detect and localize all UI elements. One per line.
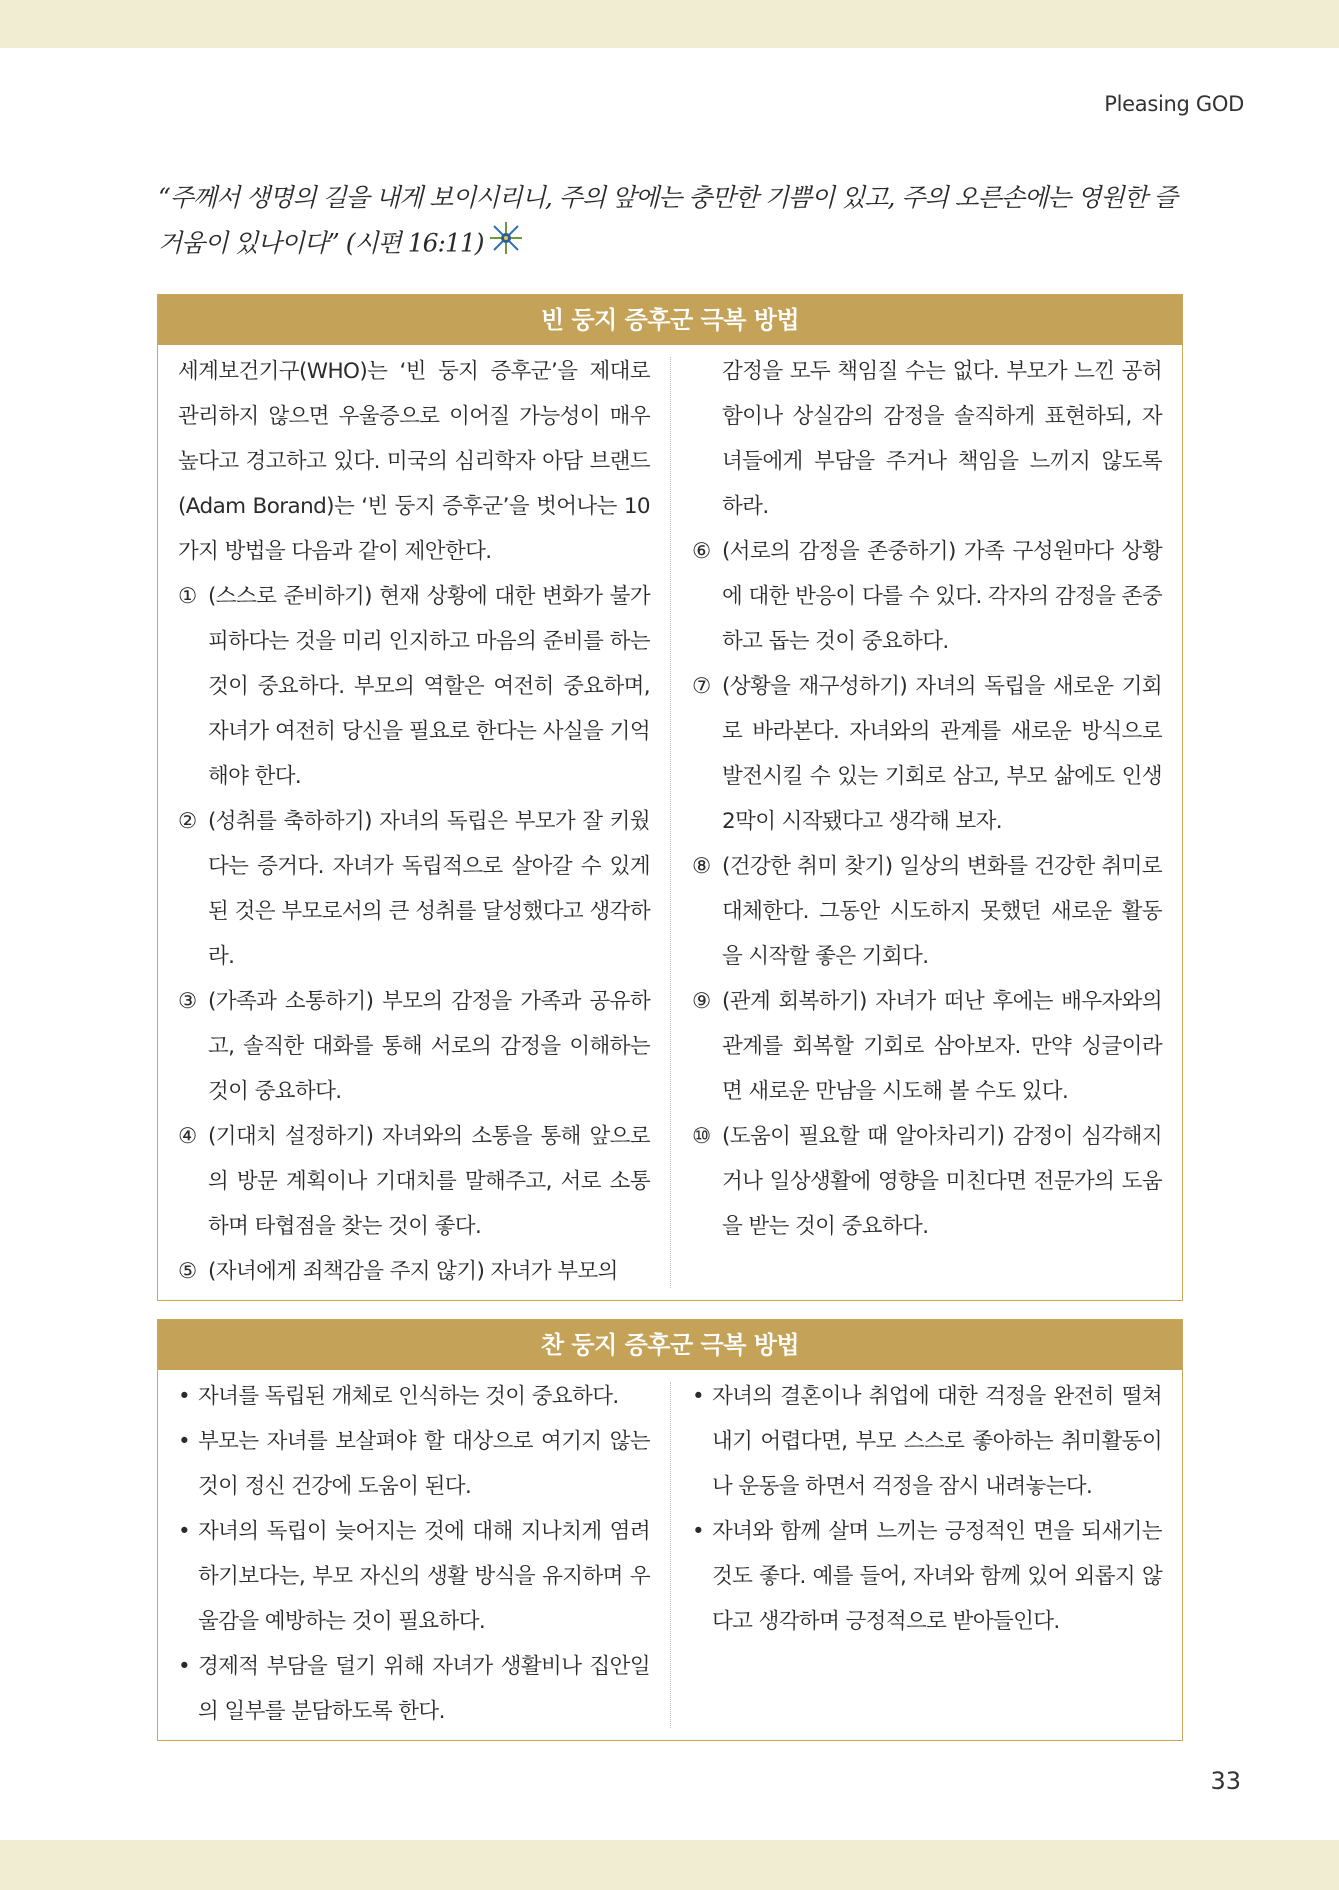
column-divider — [670, 1382, 671, 1728]
bottom-band — [0, 1840, 1339, 1890]
list-item: ⑤ (자녀에게 죄책감을 주지 않기) 자녀가 부모의 — [178, 1259, 618, 1284]
page-number: 33 — [1210, 1767, 1241, 1795]
intro-paragraph: 세계보건기구(WHO)는 ‘빈 둥지 증후군’을 제대로 관리하지 않으면 우울증으로 이어질 가능성이 매우 높다고 경고하고 있다. 미국의 심리학자 아담 브랜드(Adam Borand)는 ‘빈 둥지 증후군’을 벗어나는 10가지 방법을 다음과 같이 제안한다. — [178, 359, 650, 564]
full-nest-left-column — [158, 1370, 670, 1740]
top-band — [0, 0, 1339, 48]
list-item: ⑥ (서로의 감정을 존중하기) 가족 구성원마다 상황에 대한 반응이 다를 수 있다. 각자의 감정을 존중하고 돕는 것이 중요하다. — [692, 539, 1162, 654]
list-item: ② (성취를 축하하기) 자녀의 독립은 부모가 잘 키웠다는 증거다. 자녀가 독립적으로 살아갈 수 있게 된 것은 부모로서의 큰 성취를 달성했다고 생각하라. — [178, 809, 650, 969]
bullet-item: • 경제적 부담을 덜기 위해 자녀가 생활비나 집안일의 일부를 분담하도록 한다. — [178, 1654, 650, 1724]
list-item: ⑦ (상황을 재구성하기) 자녀의 독립을 새로운 기회로 바라본다. 자녀와의 관계를 새로운 방식으로 발전시킬 수 있는 기회로 삼고, 부모 삶에도 인생 2막이 시작됐다고 생각해 보자. — [692, 674, 1162, 834]
list-item: ⑨ (관계 회복하기) 자녀가 떠난 후에는 배우자와의 관계를 회복할 기회로 삼아보자. 만약 싱글이라면 새로운 만남을 시도해 볼 수도 있다. — [692, 989, 1162, 1104]
list-item: ③ (가족과 소통하기) 부모의 감정을 가족과 공유하고, 솔직한 대화를 통해 서로의 감정을 이해하는 것이 중요하다. — [178, 989, 650, 1104]
full-nest-right-column — [670, 1370, 1182, 1740]
item5-continuation: 감정을 모두 책임질 수는 없다. 부모가 느낀 공허함이나 상실감의 감정을 솔직하게 표현하되, 자녀들에게 부담을 주거나 책임을 느끼지 않도록 하라. — [722, 359, 1162, 519]
verse-line-1: “주께서 생명의 길을 내게 보이시리니, 주의 앞에는 충만한 기쁨이 있고, 주의 오른손에는 영원한 즐 — [158, 183, 1177, 212]
bullet-item: • 자녀의 독립이 늦어지는 것에 대해 지나치게 염려하기보다는, 부모 자신의 생활 방식을 유지하며 우울감을 예방하는 것이 필요하다. — [178, 1519, 650, 1634]
bullet-item: • 자녀를 독립된 개체로 인식하는 것이 중요하다. — [178, 1384, 619, 1409]
bullet-item: • 자녀의 결혼이나 취업에 대한 걱정을 완전히 떨쳐내기 어렵다면, 부모 스스로 좋아하는 취미활동이나 운동을 하면서 걱정을 잠시 내려놓는다. — [692, 1384, 1162, 1499]
empty-nest-right-column — [670, 345, 1182, 1300]
cross-ornament-icon — [488, 220, 524, 270]
empty-nest-title: 빈 둥지 증후군 극복 방법 — [158, 295, 1182, 345]
bullet-item: • 부모는 자녀를 보살펴야 할 대상으로 여기지 않는 것이 정신 건강에 도움이 된다. — [178, 1429, 650, 1499]
bullet-item: • 자녀와 함께 살며 느끼는 긍정적인 면을 되새기는 것도 좋다. 예를 들어, 자녀와 함께 있어 외롭지 않다고 생각하며 긍정적으로 받아들인다. — [692, 1519, 1162, 1634]
verse-line-2: 거움이 있나이다” (시편 16:11) — [158, 228, 484, 258]
scripture-verse — [158, 176, 1188, 270]
list-item: ⑩ (도움이 필요할 때 알아차리기) 감정이 심각해지거나 일상생활에 영향을 미친다면 전문가의 도움을 받는 것이 중요하다. — [692, 1124, 1162, 1239]
list-item: ① (스스로 준비하기) 현재 상황에 대한 변화가 불가피하다는 것을 미리 인지하고 마음의 준비를 하는 것이 중요하다. 부모의 역할은 여전히 중요하며, 자녀가 여전히 당신을 필요로 한다는 사실을 기억해야 한다. — [178, 584, 650, 789]
empty-nest-box — [157, 294, 1183, 1301]
list-item: ⑧ (건강한 취미 찾기) 일상의 변화를 건강한 취미로 대체한다. 그동안 시도하지 못했던 새로운 활동을 시작할 좋은 기회다. — [692, 854, 1162, 969]
list-item: ④ (기대치 설정하기) 자녀와의 소통을 통해 앞으로의 방문 계획이나 기대치를 말해주고, 서로 소통하며 타협점을 찾는 것이 좋다. — [178, 1124, 650, 1239]
column-divider — [670, 357, 671, 1288]
empty-nest-left-column — [158, 345, 670, 1300]
full-nest-box — [157, 1319, 1183, 1741]
full-nest-title: 찬 둥지 증후군 극복 방법 — [158, 1320, 1182, 1370]
running-title: Pleasing GOD — [1104, 92, 1244, 116]
